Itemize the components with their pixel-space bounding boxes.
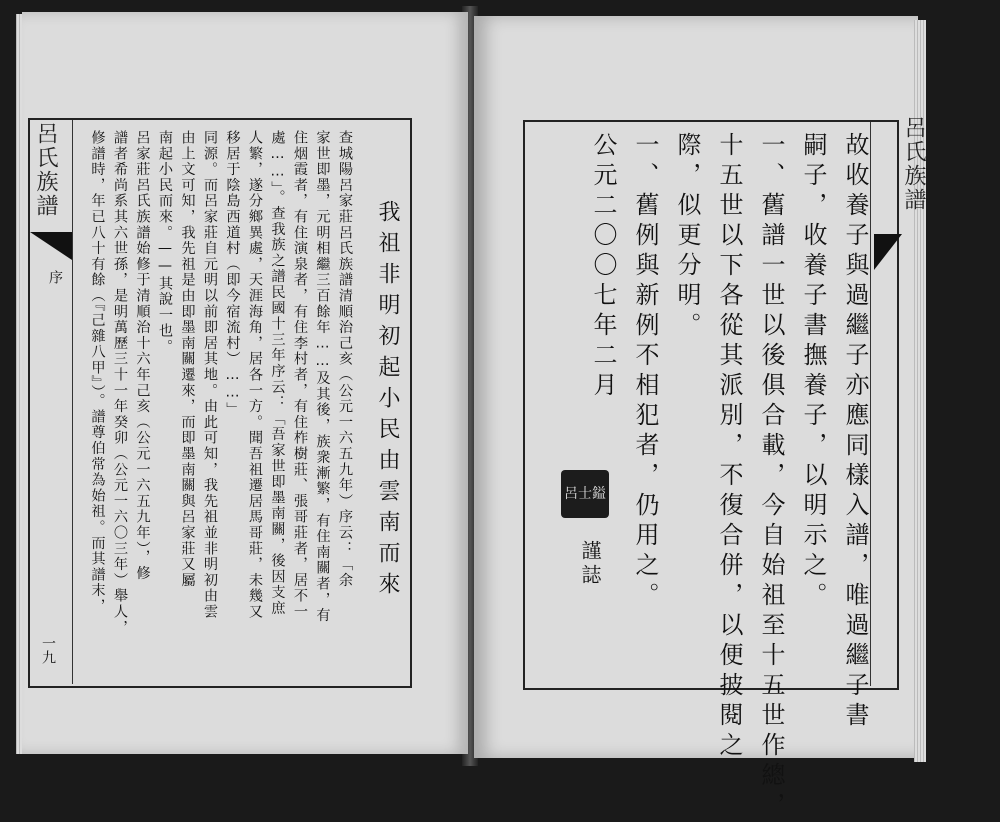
- right-margin-book-title: 呂氏族譜: [901, 116, 926, 212]
- text-column: 公元二〇〇七年二月: [589, 132, 617, 402]
- text-column: 故收養子與過繼子亦應同樣入譜，唯過繼子書: [841, 132, 869, 732]
- text-column: 一、舊例與新例不相犯者，仍用之。: [631, 132, 659, 612]
- text-column: 十五世以下各從其派別，不復合併，以便披閱之: [715, 132, 743, 762]
- text-column: 查城陽呂家莊呂氏族譜清順治己亥（公元一六五九年）序云：「余: [337, 130, 353, 589]
- section-heading: 我祖非明初起小民由雲南而來: [375, 200, 400, 603]
- text-column: 處……」。查我族之譜民國十三年序云：「吾家世即墨南關，後因支庶: [269, 130, 286, 617]
- text-column: 際，似更分明。: [673, 132, 701, 342]
- text-column: 移居于陰島西道村（即今宿流村）……」: [224, 130, 241, 418]
- left-margin-book-title: 呂氏族譜: [33, 122, 58, 218]
- text-column: 住烟霞者，有住演泉者，有住李村者，有住柞樹莊、張哥莊者，居不一: [292, 130, 308, 620]
- text-column: 同源。而呂家莊自元明以前即居其地。由此可知，我先祖並非明初由雲: [202, 130, 218, 620]
- left-margin-rule: [72, 120, 73, 684]
- text-column: 修譜時，年已八十有餘（『己雜八甲』）。譜尊伯常為始祖。而其譜末，: [89, 130, 106, 615]
- text-column: 譜者希尚系其六世孫，是明萬歷三十一年癸卯（公元一六〇三年）舉人，: [112, 130, 128, 636]
- text-column: 嗣子，收養子書撫養子，以明示之。: [799, 132, 827, 612]
- section-label: 序: [47, 270, 63, 284]
- text-column: 人繁，遂分鄉異處，天涯海角，居各一方。聞吾祖遷居馬哥莊，未幾又: [247, 130, 263, 620]
- text-column: 呂家莊呂氏族譜始修于清順治十六年己亥（公元一六五九年），修: [134, 130, 151, 582]
- signature: 謹誌: [578, 540, 602, 588]
- seal-stamp: 呂士鎰: [561, 470, 609, 518]
- text-column: 一、舊譜一世以後俱合載，今自始祖至十五世作總，: [757, 132, 785, 822]
- page-number: 一九: [40, 636, 56, 664]
- text-column: 南起小民而來。——其說一也。: [157, 130, 173, 355]
- text-column: 家世即墨，元明相繼三百餘年……及其後，族衆漸繁，有住南關者，有: [314, 130, 331, 624]
- text-column: 由上文可知，我先祖是由即墨南關遷來，而即墨南關與呂家莊又屬: [179, 130, 196, 589]
